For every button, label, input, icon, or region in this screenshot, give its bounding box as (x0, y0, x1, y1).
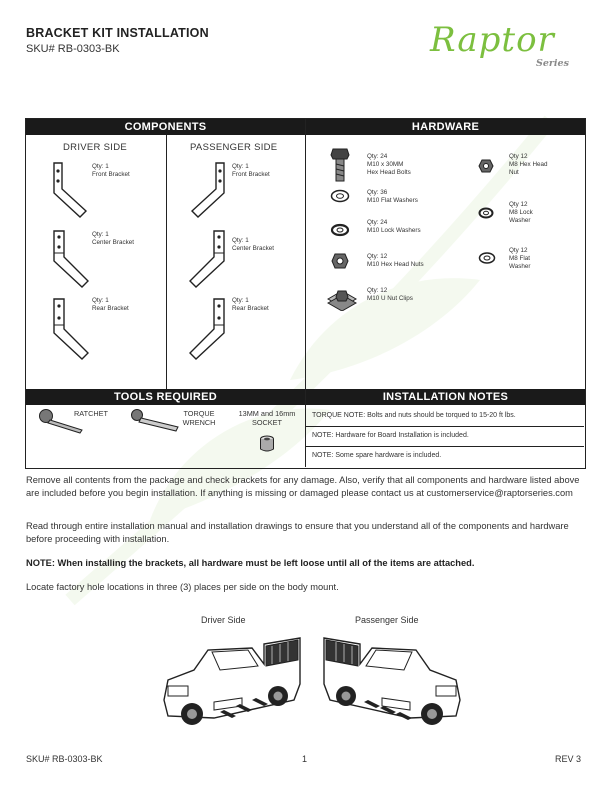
u-nut-clips-line1: M10 U Nut Clips (367, 295, 413, 303)
flat-washers-qty: Qty: 36 (367, 189, 388, 196)
m8-hex-nut-icon (478, 159, 494, 173)
driver-center-qty: Qty: 1 (92, 231, 109, 238)
page-number: 1 (302, 754, 308, 764)
socket-label (232, 409, 302, 427)
center-bracket-passenger-icon (182, 227, 232, 289)
revision: REV 3 (555, 754, 582, 764)
front-bracket-driver-icon (46, 159, 96, 219)
intro-paragraph: Remove all contents from the package and check brackets for any damage. Also, verify that all components and hardware listed above are included before you begin installation. If anything is missing or damaged please contact us at customerservice@raptorseries.com (26, 475, 580, 498)
u-nut-clips-caption (367, 287, 413, 303)
rear-bracket-driver-icon (46, 295, 96, 361)
torque-wrench-line1: TORQUE (183, 409, 215, 418)
passenger-center-caption (232, 237, 274, 253)
hex-bolts-caption (367, 153, 411, 178)
driver-rear-name: Rear Bracket (92, 305, 129, 313)
driver-front-qty: Qty: 1 (92, 163, 109, 170)
document-title: BRACKET KIT INSTALLATION (26, 26, 209, 40)
locate-paragraph: Locate factory hole locations in three (3) places per side on the body mount. (26, 582, 339, 592)
spare-note: NOTE: Some spare hardware is included. (312, 452, 442, 459)
torque-note: TORQUE NOTE: Bolts and nuts should be torqued to 15-20 ft lbs. (312, 412, 516, 419)
loose-hardware-note: NOTE: When installing the brackets, all hardware must be left loose until all of the items are attached. (26, 558, 475, 568)
hardware-header: HARDWARE (306, 119, 585, 135)
flat-washers-line1: M10 Flat Washers (367, 197, 418, 205)
hex-nuts-line1: M10 Hex Head Nuts (367, 261, 424, 269)
socket-icon (259, 435, 275, 453)
passenger-rear-name: Rear Bracket (232, 305, 269, 313)
components-header: COMPONENTS (26, 119, 305, 135)
driver-rear-caption (92, 297, 129, 313)
passenger-center-qty: Qty: 1 (232, 237, 249, 244)
hex-bolt-icon (330, 147, 350, 183)
logo-text: Raptor (430, 20, 555, 60)
front-bracket-passenger-icon (182, 159, 232, 219)
passenger-side-label: Passenger Side (355, 615, 419, 625)
m8-hex-nut-qty: Qty 12 (509, 153, 528, 160)
m8-hex-nut-line2: Nut (509, 169, 519, 177)
m8-lock-washer-icon (478, 207, 494, 219)
driver-center-caption (92, 231, 134, 247)
hex-bolts-line1: M10 x 30MM (367, 161, 404, 169)
m8-flat-washer-qty: Qty 12 (509, 247, 528, 254)
lock-washer-icon (330, 223, 350, 237)
m8-flat-washer-line1: M8 Flat (509, 255, 530, 263)
passenger-side-truck-illustration (320, 630, 470, 738)
notes-divider-2 (306, 446, 584, 447)
sku-header: SKU# RB-0303-BK (26, 43, 120, 55)
m8-flat-washer-caption (509, 247, 530, 272)
passenger-front-caption (232, 163, 270, 179)
hardware-note: NOTE: Hardware for Board Installation is included. (312, 432, 469, 439)
driver-side-truck-illustration (154, 630, 304, 738)
driver-front-name: Front Bracket (92, 171, 130, 179)
passenger-side-heading: PASSENGER SIDE (190, 142, 278, 153)
u-nut-clip-icon (326, 285, 358, 311)
raptor-logo (418, 18, 588, 76)
lock-washers-line1: M10 Lock Washers (367, 227, 421, 235)
m8-lock-washer-qty: Qty 12 (509, 201, 528, 208)
socket-line2: SOCKET (251, 418, 282, 427)
m8-hex-nut-caption (509, 153, 548, 178)
m8-flat-washer-line2: Washer (509, 263, 531, 271)
footer-sku: SKU# RB-0303-BK (26, 754, 103, 764)
m8-flat-washer-icon (478, 251, 496, 265)
column-divider (305, 119, 306, 467)
m8-lock-washer-caption (509, 201, 533, 226)
flat-washer-icon (330, 189, 350, 203)
hex-bolts-qty: Qty: 24 (367, 153, 388, 160)
side-divider (166, 135, 167, 389)
driver-center-name: Center Bracket (92, 239, 134, 247)
read-paragraph: Read through entire installation manual and installation drawings to ensure that you understand all of the components and hardware before proceeding with installation. (26, 521, 569, 544)
m8-hex-nut-line1: M8 Hex Head (509, 161, 548, 169)
rear-bracket-passenger-icon (182, 295, 232, 361)
lock-washers-caption (367, 219, 421, 235)
hex-bolts-line2: Hex Head Bolts (367, 169, 411, 177)
ratchet-label: RATCHET (74, 409, 108, 418)
u-nut-clips-qty: Qty: 12 (367, 287, 388, 294)
m8-lock-washer-line1: M8 Lock (509, 209, 533, 217)
driver-side-heading: DRIVER SIDE (63, 142, 128, 153)
socket-line1: 13MM and 16mm (238, 409, 296, 418)
lock-washers-qty: Qty: 24 (367, 219, 388, 226)
driver-rear-qty: Qty: 1 (92, 297, 109, 304)
passenger-rear-caption (232, 297, 269, 313)
logo-subtext: Series (536, 58, 569, 69)
m8-lock-washer-line2: Washer (509, 217, 531, 225)
center-bracket-driver-icon (46, 227, 96, 289)
torque-wrench-line2: WRENCH (182, 418, 216, 427)
hex-nuts-caption (367, 253, 424, 269)
components-table (25, 118, 586, 469)
hex-nut-icon (331, 253, 349, 269)
notes-header: INSTALLATION NOTES (306, 389, 585, 405)
hex-nuts-qty: Qty: 12 (367, 253, 388, 260)
tools-header: TOOLS REQUIRED (26, 389, 305, 405)
passenger-front-qty: Qty: 1 (232, 163, 249, 170)
passenger-rear-qty: Qty: 1 (232, 297, 249, 304)
driver-front-caption (92, 163, 130, 179)
torque-wrench-label (174, 409, 224, 427)
flat-washers-caption (367, 189, 418, 205)
passenger-center-name: Center Bracket (232, 245, 274, 253)
passenger-front-name: Front Bracket (232, 171, 270, 179)
notes-divider-1 (306, 426, 584, 427)
driver-side-label: Driver Side (201, 615, 246, 625)
